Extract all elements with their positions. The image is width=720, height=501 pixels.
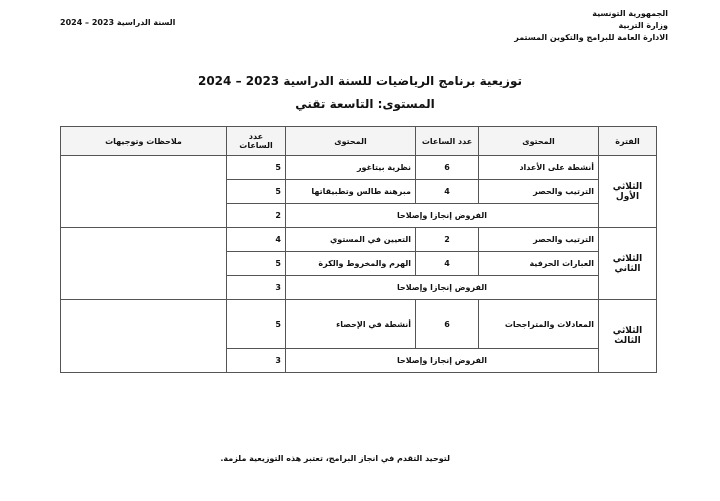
table-header-row	[61, 127, 657, 156]
table-row	[61, 228, 657, 252]
header-hours-2: عدد الساعات	[227, 127, 286, 156]
period-cell: الثلاثي الثالث	[599, 300, 657, 373]
directorate-label: الادارة العامة للبرامج والتكوين المستمر	[514, 33, 668, 42]
content-cell: الترتيب والحصر	[479, 180, 599, 204]
exam-label: الفروض إنجازا وإصلاحا	[286, 204, 599, 228]
content-cell: الهرم والمخروط والكرة	[286, 252, 416, 276]
hours-cell: 4	[416, 252, 479, 276]
content-cell: التعيين في المستوي	[286, 228, 416, 252]
footer-note: لتوحيد التقدم في انجاز البرامج، تعتبر هذه التوزيعية ملزمة.	[220, 454, 450, 463]
ministry-label: وزارة التربية	[618, 21, 668, 30]
hours-cell: 5	[227, 180, 286, 204]
exam-hours: 2	[227, 204, 286, 228]
hours-cell: 6	[416, 300, 479, 349]
notes-cell	[61, 156, 227, 228]
school-year-label: السنة الدراسية 2023 – 2024	[60, 18, 176, 27]
notes-cell	[61, 300, 227, 373]
hours-cell: 6	[416, 156, 479, 180]
republic-label: الجمهورية التونسية	[592, 9, 668, 18]
period-cell: الثلاثي الثاني	[599, 228, 657, 300]
level-label: المستوى: التاسعة تقني	[295, 97, 435, 111]
content-cell: أنشطة في الإحصاء	[286, 300, 416, 349]
distribution-table	[60, 126, 657, 373]
header-content-2: المحتوى	[286, 127, 416, 156]
period-cell: الثلاثي الأول	[599, 156, 657, 228]
content-cell: نظرية بيتاغور	[286, 156, 416, 180]
hours-cell: 5	[227, 252, 286, 276]
header-period: الفترة	[599, 127, 657, 156]
content-cell: الترتيب والحصر	[479, 228, 599, 252]
exam-hours: 3	[227, 276, 286, 300]
content-cell: أنشطة على الأعداد	[479, 156, 599, 180]
header-notes: ملاحظات وتوجيهات	[61, 127, 227, 156]
exam-label: الفروض إنجازا وإصلاحا	[286, 276, 599, 300]
hours-cell: 5	[227, 156, 286, 180]
hours-cell: 4	[227, 228, 286, 252]
hours-cell: 5	[227, 300, 286, 349]
table-row	[61, 300, 657, 349]
exam-hours: 3	[227, 349, 286, 373]
document-title: توزيعية برنامج الرياضيات للسنة الدراسية 2023 – 2024	[197, 74, 522, 88]
notes-cell	[61, 228, 227, 300]
exam-label: الفروض إنجازا وإصلاحا	[286, 349, 599, 373]
ministry-header	[514, 8, 668, 44]
content-cell: المعادلات والمتراجحات	[479, 300, 599, 349]
hours-cell: 4	[416, 180, 479, 204]
content-cell: العبارات الحرفية	[479, 252, 599, 276]
header-content-1: المحتوى	[479, 127, 599, 156]
table-row	[61, 156, 657, 180]
content-cell: مبرهنة طالس وتطبيقاتها	[286, 180, 416, 204]
hours-cell: 2	[416, 228, 479, 252]
header-hours-1: عدد الساعات	[416, 127, 479, 156]
